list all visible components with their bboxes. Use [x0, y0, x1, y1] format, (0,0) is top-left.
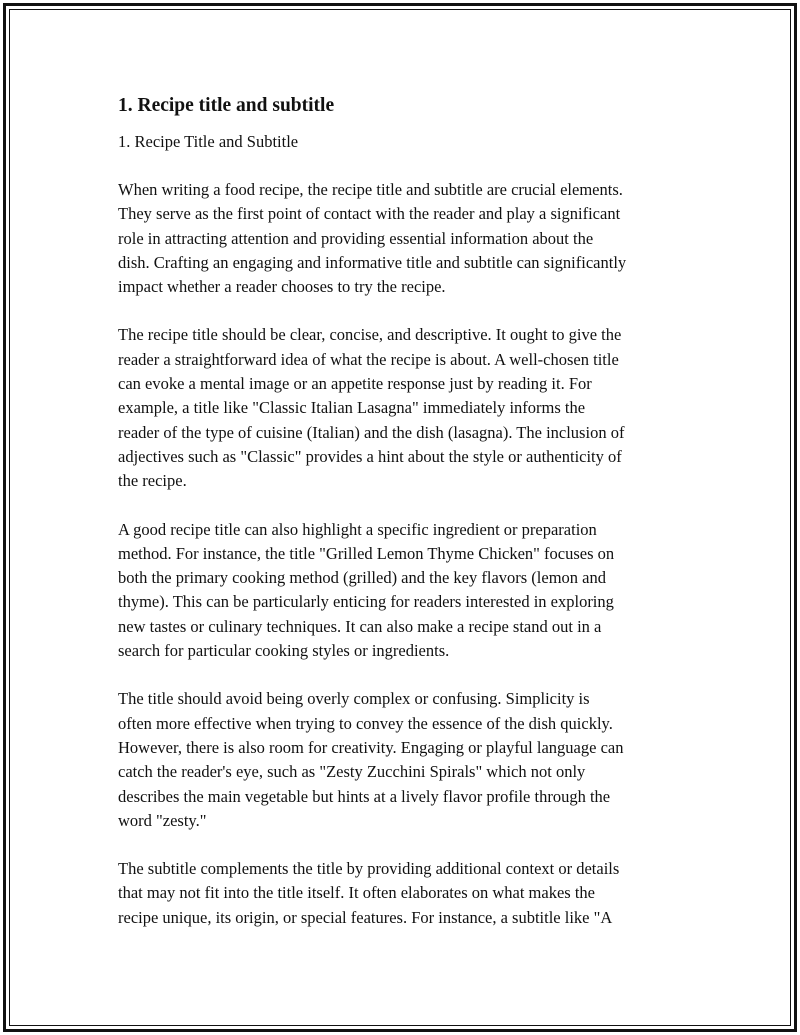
body-paragraph — [118, 323, 690, 493]
text-line: role in attracting attention and providing essential information about the — [118, 228, 594, 248]
text-line: example, a title like "Classic Italian Lasagna" immediately informs the — [118, 398, 586, 418]
body-paragraph — [118, 857, 690, 930]
body-paragraph — [118, 687, 690, 833]
body-paragraph — [118, 178, 690, 299]
text-line: reader of the type of cuisine (Italian) and the dish (lasagna). The inclusion of — [118, 422, 625, 442]
text-line: method. For instance, the title "Grilled Lemon Thyme Chicken" focuses on — [118, 543, 615, 563]
text-line: catch the reader's eye, such as "Zesty Zucchini Spirals" which not only — [118, 762, 586, 782]
text-line: recipe unique, its origin, or special features. For instance, a subtitle like "A — [118, 907, 613, 927]
text-line: They serve as the first point of contact with the reader and play a significant — [118, 204, 621, 224]
text-line: that may not fit into the title itself. It often elaborates on what makes the — [118, 883, 595, 903]
text-line: adjectives such as "Classic" provides a hint about the style or authenticity of — [118, 446, 622, 466]
text-line: reader a straightforward idea of what the recipe is about. A well-chosen title — [118, 349, 619, 369]
text-line: often more effective when trying to convey the essence of the dish quickly. — [118, 713, 613, 733]
section-subheading: 1. Recipe Title and Subtitle — [118, 132, 299, 151]
document-body — [118, 92, 690, 954]
text-line: The subtitle complements the title by providing additional context or details — [118, 859, 620, 879]
section-heading: 1. Recipe title and subtitle — [118, 95, 335, 116]
text-line: A good recipe title can also highlight a specific ingredient or preparation — [118, 519, 597, 539]
text-line: However, there is also room for creativity. Engaging or playful language can — [118, 737, 624, 757]
text-line: When writing a food recipe, the recipe title and subtitle are crucial elements. — [118, 180, 623, 199]
text-line: The recipe title should be clear, concise, and descriptive. It ought to give the — [118, 325, 622, 345]
text-line: the recipe. — [118, 471, 187, 491]
body-paragraph — [118, 518, 690, 664]
text-line: new tastes or culinary techniques. It can also make a recipe stand out in a — [118, 616, 602, 636]
paragraph-list — [118, 178, 690, 930]
text-line: dish. Crafting an engaging and informative title and subtitle can significantly — [118, 252, 627, 272]
text-line: impact whether a reader chooses to try the recipe. — [118, 277, 446, 297]
text-line: word "zesty." — [118, 810, 207, 830]
text-line: The title should avoid being overly complex or confusing. Simplicity is — [118, 689, 590, 709]
text-line: search for particular cooking styles or ingredients. — [118, 641, 450, 661]
text-line: can evoke a mental image or an appetite response just by reading it. For — [118, 374, 592, 394]
text-line: describes the main vegetable but hints at a lively flavor profile through the — [118, 786, 611, 806]
text-line: thyme). This can be particularly enticing for readers interested in exploring — [118, 592, 614, 612]
text-line: both the primary cooking method (grilled) and the key flavors (lemon and — [118, 568, 606, 588]
